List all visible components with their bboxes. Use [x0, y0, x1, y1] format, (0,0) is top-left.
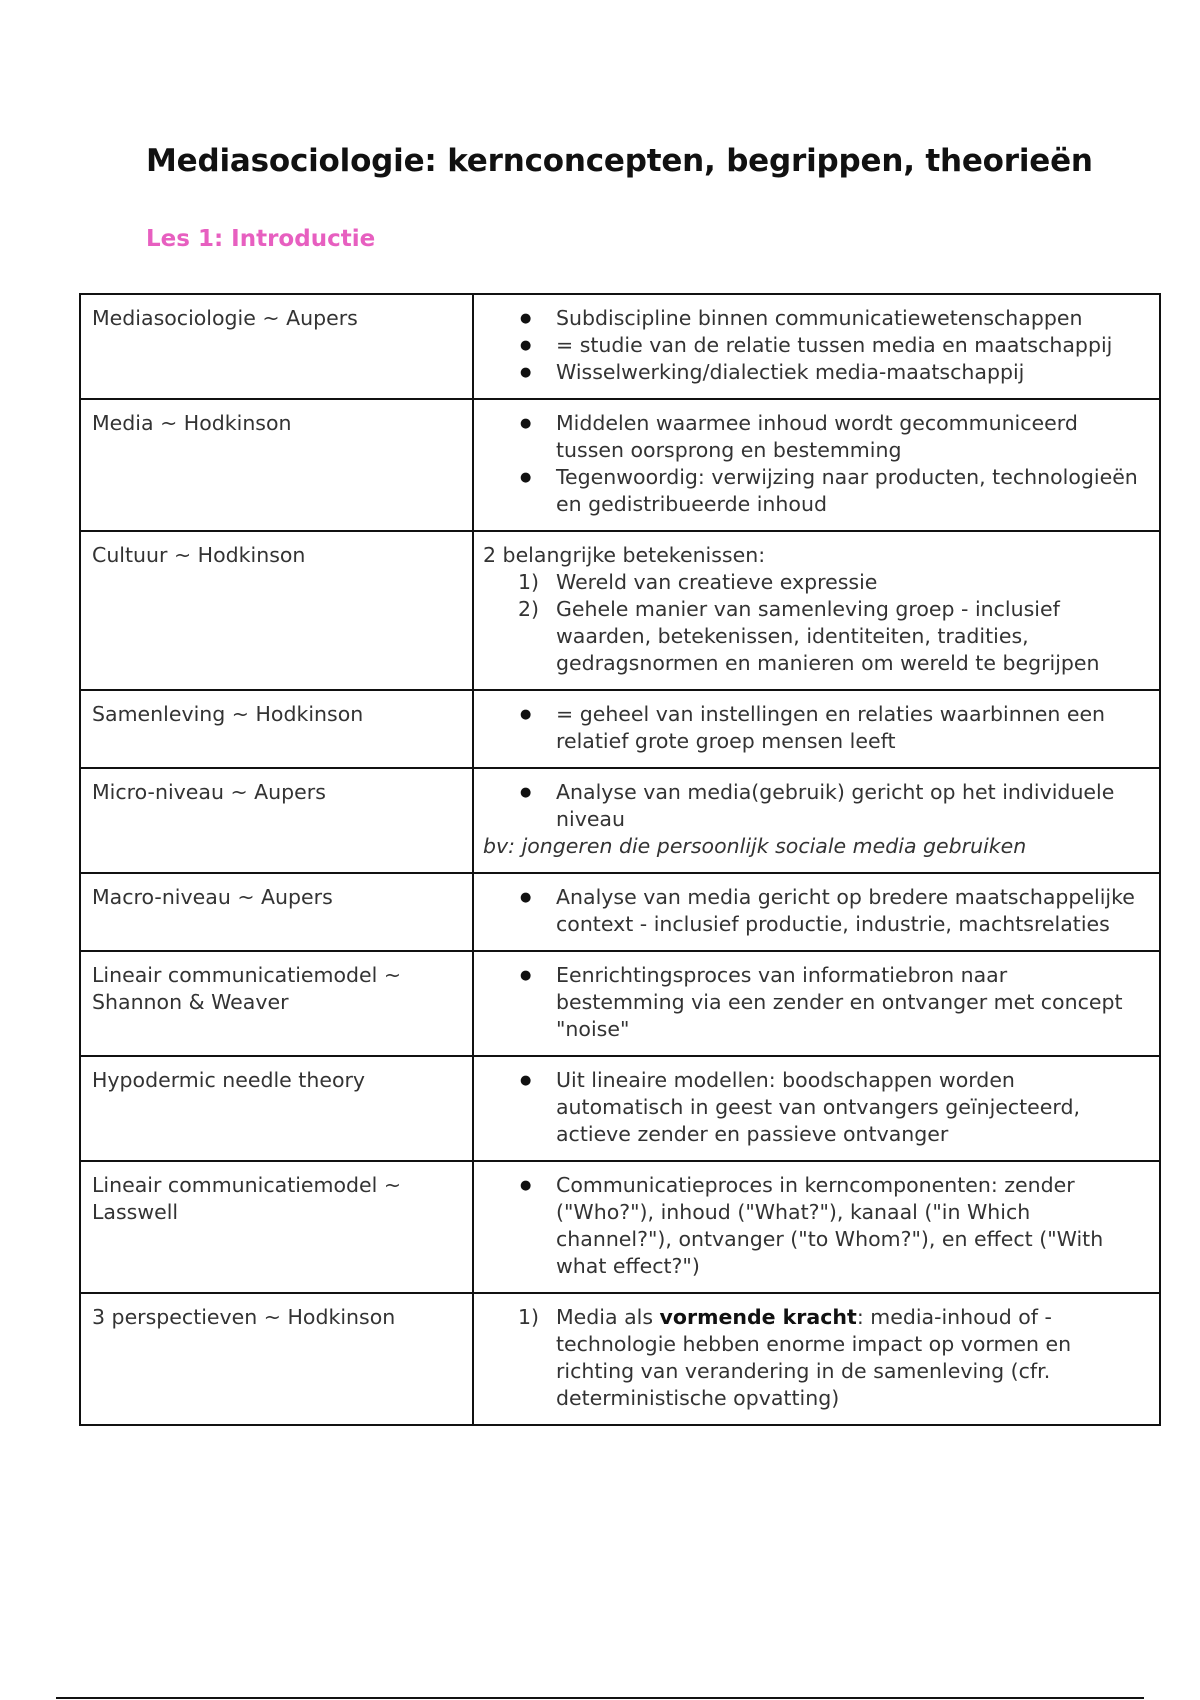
item-number: 1) — [518, 1305, 540, 1329]
definition-cell — [473, 294, 1160, 399]
definition-cell — [473, 951, 1160, 1056]
bullet-list — [483, 884, 1141, 938]
example-text: bv: jongeren die persoonlijk sociale media gebruiken — [483, 834, 1027, 858]
bullet-list — [483, 779, 1141, 833]
bullet-item: ● Tegenwoordig: verwijzing naar producten, technologieën en gedistribueerde inhoud — [483, 464, 1141, 518]
term-cell: Hypodermic needle theory — [80, 1056, 473, 1161]
table-row — [80, 399, 1160, 531]
table-row — [80, 873, 1160, 951]
item-number: 2) — [518, 597, 540, 621]
item-text: Wereld van creatieve expressie — [556, 570, 878, 594]
section-heading: Les 1: Introductie — [146, 226, 376, 252]
bullet-item: ● = geheel van instellingen en relaties waarbinnen een relatief grote groep mensen leeft — [483, 701, 1141, 755]
bullet-item: ● Uit lineaire modellen: boodschappen worden automatisch in geest van ontvangers geïnjecteerd, actieve zender en passieve ontvanger — [483, 1067, 1141, 1148]
term-cell: Lineair communicatiemodel ~ Lasswell — [80, 1161, 473, 1293]
footer-divider — [56, 1697, 1144, 1699]
bullet-list — [483, 1172, 1141, 1280]
bullet-list — [483, 305, 1141, 386]
table-row — [80, 690, 1160, 768]
bullet-item: ● = studie van de relatie tussen media en maatschappij — [483, 332, 1141, 359]
term-cell: Macro-niveau ~ Aupers — [80, 873, 473, 951]
bullet-item: ● Eenrichtingsproces van informatiebron naar bestemming via een zender en ontvanger met concept "noise" — [483, 962, 1141, 1043]
definition-cell — [473, 1293, 1160, 1425]
term-cell: Micro-niveau ~ Aupers — [80, 768, 473, 873]
item-text-post: : media-inhoud of -technologie hebben enorme impact op vormen en richting van verandering in de samenleving (cfr. deterministische opvatting) — [556, 1305, 1072, 1410]
table-row — [80, 294, 1160, 399]
table-row — [80, 1161, 1160, 1293]
table-row — [80, 531, 1160, 690]
definition-cell — [473, 1161, 1160, 1293]
table-row — [80, 951, 1160, 1056]
term-cell: Cultuur ~ Hodkinson — [80, 531, 473, 690]
table-row — [80, 768, 1160, 873]
definition-cell — [473, 873, 1160, 951]
definition-cell — [473, 531, 1160, 690]
numbered-list — [483, 1304, 1141, 1412]
definition-intro: 2 belangrijke betekenissen: — [483, 543, 766, 567]
bullet-item: ● Middelen waarmee inhoud wordt gecommuniceerd tussen oorsprong en bestemming — [483, 410, 1141, 464]
term-cell: Lineair communicatiemodel ~ Shannon & Weaver — [80, 951, 473, 1056]
page-title: Mediasociologie: kernconcepten, begrippen, theorieën — [146, 143, 1093, 179]
bullet-item: ● Analyse van media(gebruik) gericht op het individuele niveau — [483, 779, 1141, 833]
definition-cell — [473, 399, 1160, 531]
item-text-pre: Media als — [556, 1305, 660, 1329]
bullet-item: ● Wisselwerking/dialectiek media-maatschappij — [483, 359, 1141, 386]
bullet-list — [483, 410, 1141, 518]
item-text-bold: vormende kracht — [659, 1305, 857, 1329]
definition-cell — [473, 690, 1160, 768]
bullet-item: ● Subdiscipline binnen communicatiewetenschappen — [483, 305, 1141, 332]
term-cell: Mediasociologie ~ Aupers — [80, 294, 473, 399]
bullet-item: ● Analyse van media gericht op bredere maatschappelijke context - inclusief productie, industrie, machtsrelaties — [483, 884, 1141, 938]
table-row — [80, 1293, 1160, 1425]
numbered-list — [483, 569, 1141, 677]
numbered-item — [483, 569, 1141, 596]
term-cell: Samenleving ~ Hodkinson — [80, 690, 473, 768]
term-cell: 3 perspectieven ~ Hodkinson — [80, 1293, 473, 1425]
table-row — [80, 1056, 1160, 1161]
numbered-item — [483, 1304, 1141, 1412]
bullet-item: ● Communicatieproces in kerncomponenten: zender ("Who?"), inhoud ("What?"), kanaal ("in Which channel?"), ontvanger ("to Whom?"), en effect ("With what effect?") — [483, 1172, 1141, 1280]
bullet-list — [483, 962, 1141, 1043]
bullet-list — [483, 1067, 1141, 1148]
concepts-table — [79, 293, 1161, 1426]
term-cell: Media ~ Hodkinson — [80, 399, 473, 531]
definition-cell — [473, 1056, 1160, 1161]
definition-cell — [473, 768, 1160, 873]
bullet-list — [483, 701, 1141, 755]
numbered-item — [483, 596, 1141, 677]
item-number: 1) — [518, 570, 540, 594]
item-text: Gehele manier van samenleving groep - inclusief waarden, betekenissen, identiteiten, tradities, gedragsnormen en manieren om wereld te begrijpen — [556, 597, 1100, 675]
